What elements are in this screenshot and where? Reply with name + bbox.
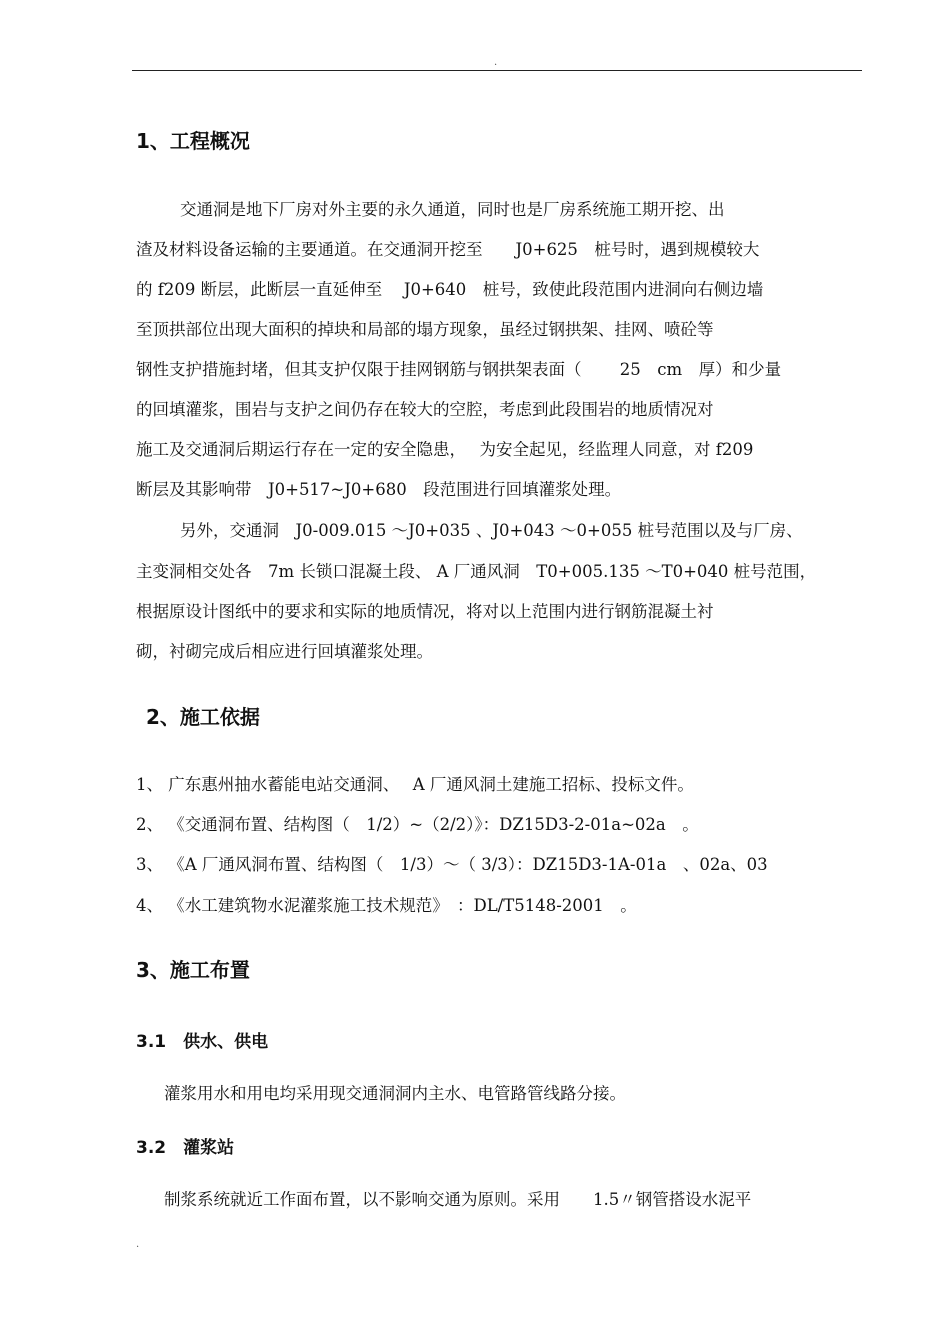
- section-1-paragraph-1-line-1: 交通洞是地下厂房对外主要的永久通道，同时也是厂房系统施工期开挖、出: [180, 200, 725, 219]
- section-1-paragraph-2-line-4: 砌，衬砌完成后相应进行回填灌浆处理。: [136, 642, 433, 661]
- section-1-paragraph-1-line-7: 施工及交通洞后期运行存在一定的安全隐患， 为安全起见，经监理人同意，对 f209: [136, 440, 754, 459]
- footer-mark: .: [136, 1239, 140, 1250]
- subsection-3-1-heading: 3.1 供水、供电: [136, 1032, 269, 1052]
- section-1-heading: 1、工程概况: [136, 129, 250, 153]
- section-1-paragraph-1-line-4: 至顶拱部位出现大面积的掉块和局部的塌方现象，虽经过钢拱架、挂网、喷砼等: [136, 320, 714, 339]
- section-1-paragraph-1-line-3: 的 f209 断层，此断层一直延伸至 J0+640 桩号，致使此段范围内进洞向右侧边墙: [136, 280, 764, 299]
- section-1-paragraph-1-line-5: 钢性支护措施封堵，但其支护仅限于挂网钢筋与钢拱架表面（ 25 cm 厚）和少量: [136, 360, 782, 379]
- section-1-paragraph-2-line-1: 另外，交通洞 J0-009.015 ～J0+035 、J0+043 ～0+055 桩号范围以及与厂房、: [180, 521, 803, 540]
- section-2-item-2: 2、 《交通洞布置、结构图（ 1/2）~（2/2）》：DZ15D3-2-01a~02a 。: [136, 815, 699, 834]
- header-rule: [132, 70, 862, 71]
- section-2-heading: 2、施工依据: [146, 705, 260, 729]
- subsection-3-1-line-1: 灌浆用水和用电均采用现交通洞洞内主水、电管路管线路分接。: [164, 1084, 626, 1103]
- section-1-paragraph-2-line-2: 主变洞相交处各 7m 长锁口混凝土段、 A 厂通风洞 T0+005.135 ～T0+040 桩号范围，: [136, 562, 817, 581]
- section-1-paragraph-2-line-3: 根据原设计图纸中的要求和实际的地质情况，将对以上范围内进行钢筋混凝土衬: [136, 602, 714, 621]
- section-1-paragraph-1-line-6: 的回填灌浆，围岩与支护之间仍存在较大的空腔，考虑到此段围岩的地质情况对: [136, 400, 714, 419]
- section-1-paragraph-1-line-8: 断层及其影响带 J0+517~J0+680 段范围进行回填灌浆处理。: [136, 480, 622, 499]
- section-3-heading: 3、施工布置: [136, 958, 250, 982]
- header-mark: .: [494, 57, 498, 68]
- subsection-3-2-line-1: 制浆系统就近工作面布置，以不影响交通为原则。采用 1.5〃钢管搭设水泥平: [164, 1190, 752, 1209]
- section-2-item-4: 4、 《水工建筑物水泥灌浆施工技术规范》 ：DL/T5148-2001 。: [136, 896, 637, 915]
- section-1-paragraph-1-line-2: 渣及材料设备运输的主要通道。在交通洞开挖至 J0+625 桩号时，遇到规模较大: [136, 240, 760, 259]
- subsection-3-2-heading: 3.2 灌浆站: [136, 1138, 235, 1158]
- section-2-item-3: 3、 《A 厂通风洞布置、结构图（ 1/3）～（ 3/3）：DZ15D3-1A-01a 、02a、03: [136, 855, 768, 874]
- section-2-item-1: 1、 广东惠州抽水蓄能电站交通洞、 A 厂通风洞土建施工招标、投标文件。: [136, 775, 694, 794]
